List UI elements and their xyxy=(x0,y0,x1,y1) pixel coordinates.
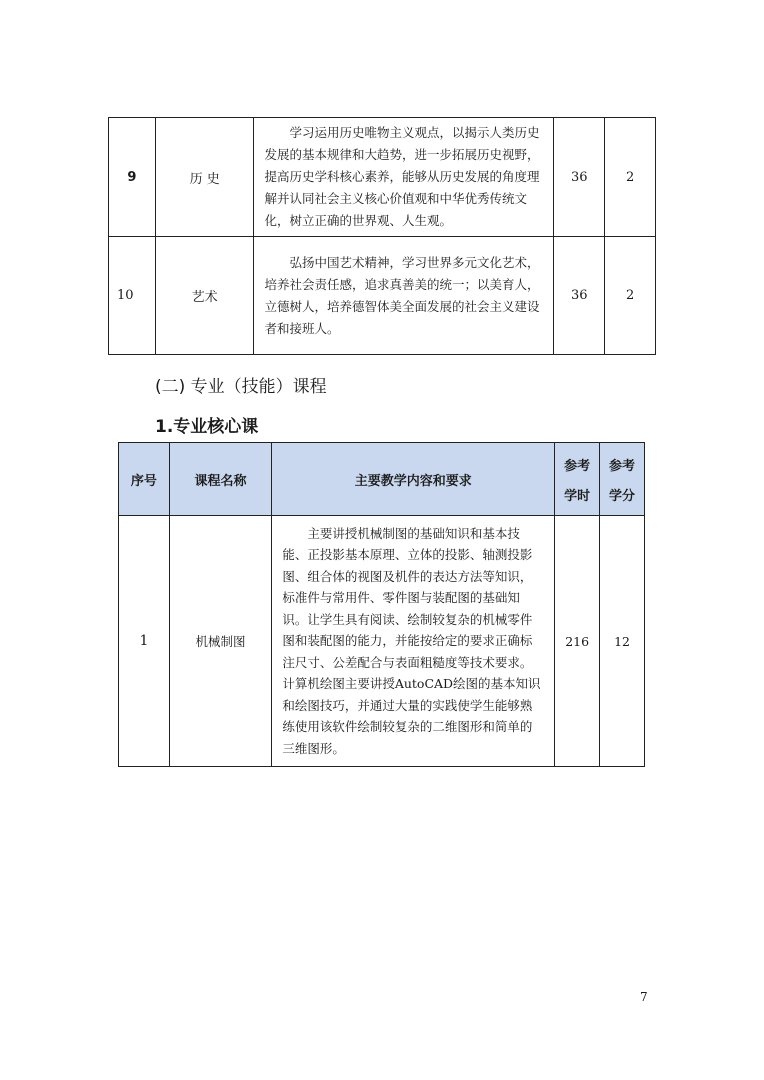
course-credits: 2 xyxy=(605,237,656,355)
subsection-heading: 1.专业核心课 xyxy=(155,417,259,437)
course-content: 弘扬中国艺术精神，学习世界多元文化艺术，培养社会责任感，追求真善美的统一；以美育人，立德树人，培养德智体美全面发展的社会主义建设者和接班人。 xyxy=(254,237,554,355)
course-content: 学习运用历史唯物主义观点，以揭示人类历史发展的基本规律和大趋势，进一步拓展历史视野，提高历史学科核心素养，能够从历史发展的角度理解并认同社会主义核心价值观和中华优秀传统文化，树立正确的世界观、人生观。 xyxy=(254,118,554,237)
general-courses-table xyxy=(108,117,656,355)
header-credits-top: 参考 xyxy=(609,458,636,474)
section-heading: (二) 专业（技能）课程 xyxy=(155,377,327,397)
course-hours: 36 xyxy=(554,118,605,237)
course-credits: 2 xyxy=(605,118,656,237)
row-index: 1 xyxy=(119,516,170,767)
row-index: 10 xyxy=(109,237,156,355)
course-hours: 36 xyxy=(554,237,605,355)
header-credits xyxy=(600,443,645,516)
table-row xyxy=(109,237,656,355)
header-index: 序号 xyxy=(119,443,170,516)
row-index: 9 xyxy=(109,118,156,237)
table-row xyxy=(109,118,656,237)
course-hours: 216 xyxy=(555,516,600,767)
header-name: 课程名称 xyxy=(169,443,272,516)
header-hours xyxy=(555,443,600,516)
header-content: 主要教学内容和要求 xyxy=(272,443,555,516)
core-courses-table xyxy=(118,442,645,767)
page-number: 7 xyxy=(640,990,648,1004)
course-name: 历 史 xyxy=(155,118,254,237)
course-content: 主要讲授机械制图的基础知识和基本技能、正投影基本原理、立体的投影、轴测投影图、组合体的视图及机件的表达方法等知识，标准件与常用件、零件图与装配图的基础知识。让学生具有阅读、绘制较复杂的机械零件图和装配图的能力，并能按给定的要求正确标注尺寸、公差配合与表面粗糙度等技术要求。计算机绘图主要讲授AutoCAD绘图的基本知识和绘图技巧，并通过大量的实践使学生能够熟练使用该软件绘制较复杂的二维图形和简单的三维图形。 xyxy=(272,516,555,767)
table-header-row xyxy=(119,443,645,516)
header-credits-bottom: 学分 xyxy=(609,488,636,504)
header-hours-bottom: 学时 xyxy=(564,488,591,504)
header-hours-top: 参考 xyxy=(564,458,591,474)
course-credits: 12 xyxy=(600,516,645,767)
course-name: 艺术 xyxy=(155,237,254,355)
course-name: 机械制图 xyxy=(169,516,272,767)
table-row xyxy=(119,516,645,767)
